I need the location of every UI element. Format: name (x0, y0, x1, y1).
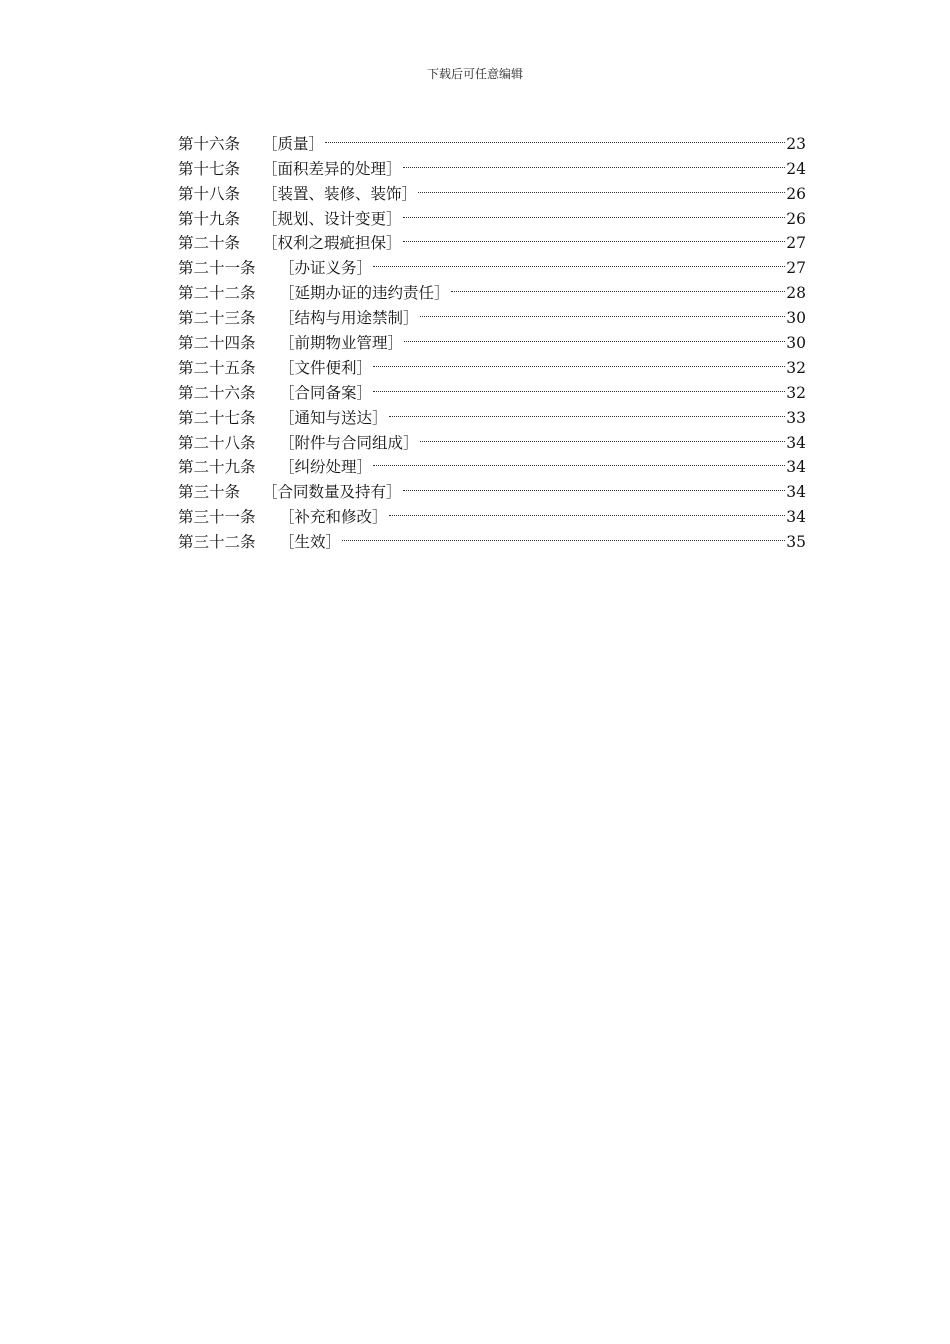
toc-leader-dots (451, 273, 786, 298)
toc-entry-title: ［文件便利］ (279, 358, 373, 377)
toc-entry-number: 第二十二条 (178, 284, 256, 303)
toc-entry-number: 第三十条 (178, 483, 241, 502)
toc-leader-dots (403, 224, 786, 249)
toc-entry-title: ［附件与合同组成］ (279, 433, 419, 452)
toc-entry-page: 26 (786, 184, 806, 203)
toc-entry-title: ［规划、设计变更］ (262, 209, 402, 228)
toc-entry-number: 第三十二条 (178, 533, 256, 552)
toc-entry-page: 34 (786, 483, 806, 502)
toc-entry-page: 34 (786, 458, 806, 477)
toc-leader-dots (418, 174, 785, 199)
toc-entry-page: 26 (786, 209, 806, 228)
toc-entry-page: 27 (786, 234, 806, 253)
toc-leader-dots (325, 124, 785, 149)
toc-entry-title: ［延期办证的违约责任］ (279, 284, 450, 303)
toc-entry-title: ［纠纷处理］ (279, 458, 373, 477)
toc-leader-dots (342, 522, 785, 547)
toc-leader-dots (403, 472, 786, 497)
page-header: 下载后可任意编辑 (426, 67, 523, 81)
toc-leader-dots (373, 448, 785, 473)
toc-entry-title: ［前期物业管理］ (279, 334, 404, 353)
toc-entry-number: 第二十三条 (178, 309, 256, 328)
toc-entry-title: ［合同备案］ (279, 383, 373, 402)
table-of-contents (178, 124, 806, 552)
toc-entry-number: 第二十八条 (178, 433, 256, 452)
toc-entry-number: 第二十九条 (178, 458, 256, 477)
toc-entry-number: 第三十一条 (178, 508, 256, 527)
toc-leader-dots (389, 497, 786, 522)
toc-leader-dots (404, 323, 785, 348)
toc-entry-page: 32 (786, 383, 806, 402)
toc-entry-number: 第十八条 (178, 184, 241, 203)
toc-entry-number: 第二十六条 (178, 383, 256, 402)
toc-leader-dots (373, 248, 785, 273)
toc-entry-title: ［权利之瑕疵担保］ (262, 234, 402, 253)
toc-leader-dots (403, 199, 786, 224)
toc-entry-page: 30 (786, 334, 806, 353)
toc-entry-number: 第二十条 (178, 234, 241, 253)
toc-entry-page: 34 (786, 508, 806, 527)
toc-leader-dots (373, 373, 785, 398)
toc-leader-dots (389, 398, 786, 423)
toc-entry-page: 27 (786, 259, 806, 278)
toc-entry-page: 30 (786, 309, 806, 328)
toc-entry-title: ［合同数量及持有］ (262, 483, 402, 502)
toc-leader-dots (373, 348, 785, 373)
toc-entry-page: 24 (786, 159, 806, 178)
toc-entry-page: 23 (786, 134, 806, 153)
toc-entry-number: 第二十五条 (178, 358, 256, 377)
toc-leader-dots (420, 298, 786, 323)
toc-entry[interactable] (178, 124, 806, 153)
toc-entry-title: ［面积差异的处理］ (262, 159, 402, 178)
toc-entry-page: 35 (786, 533, 806, 552)
toc-entry-title: ［补充和修改］ (279, 508, 388, 527)
toc-entry-title: ［质量］ (262, 134, 325, 153)
toc-leader-dots (403, 149, 786, 174)
toc-entry-page: 32 (786, 358, 806, 377)
toc-entry-title: ［生效］ (279, 533, 342, 552)
toc-entry-number: 第十六条 (178, 134, 241, 153)
toc-entry-title: ［通知与送达］ (279, 408, 388, 427)
toc-entry-title: ［结构与用途禁制］ (279, 309, 419, 328)
toc-entry-page: 33 (786, 408, 806, 427)
toc-entry-page: 28 (786, 284, 806, 303)
toc-leader-dots (420, 423, 786, 448)
toc-entry-number: 第二十四条 (178, 334, 256, 353)
toc-entry-page: 34 (786, 433, 806, 452)
toc-entry-number: 第十七条 (178, 159, 241, 178)
toc-entry-title: ［办证义务］ (279, 259, 373, 278)
toc-entry-number: 第二十七条 (178, 408, 256, 427)
toc-entry-number: 第二十一条 (178, 259, 256, 278)
toc-entry-number: 第十九条 (178, 209, 241, 228)
toc-entry-title: ［装置、装修、装饰］ (262, 184, 418, 203)
